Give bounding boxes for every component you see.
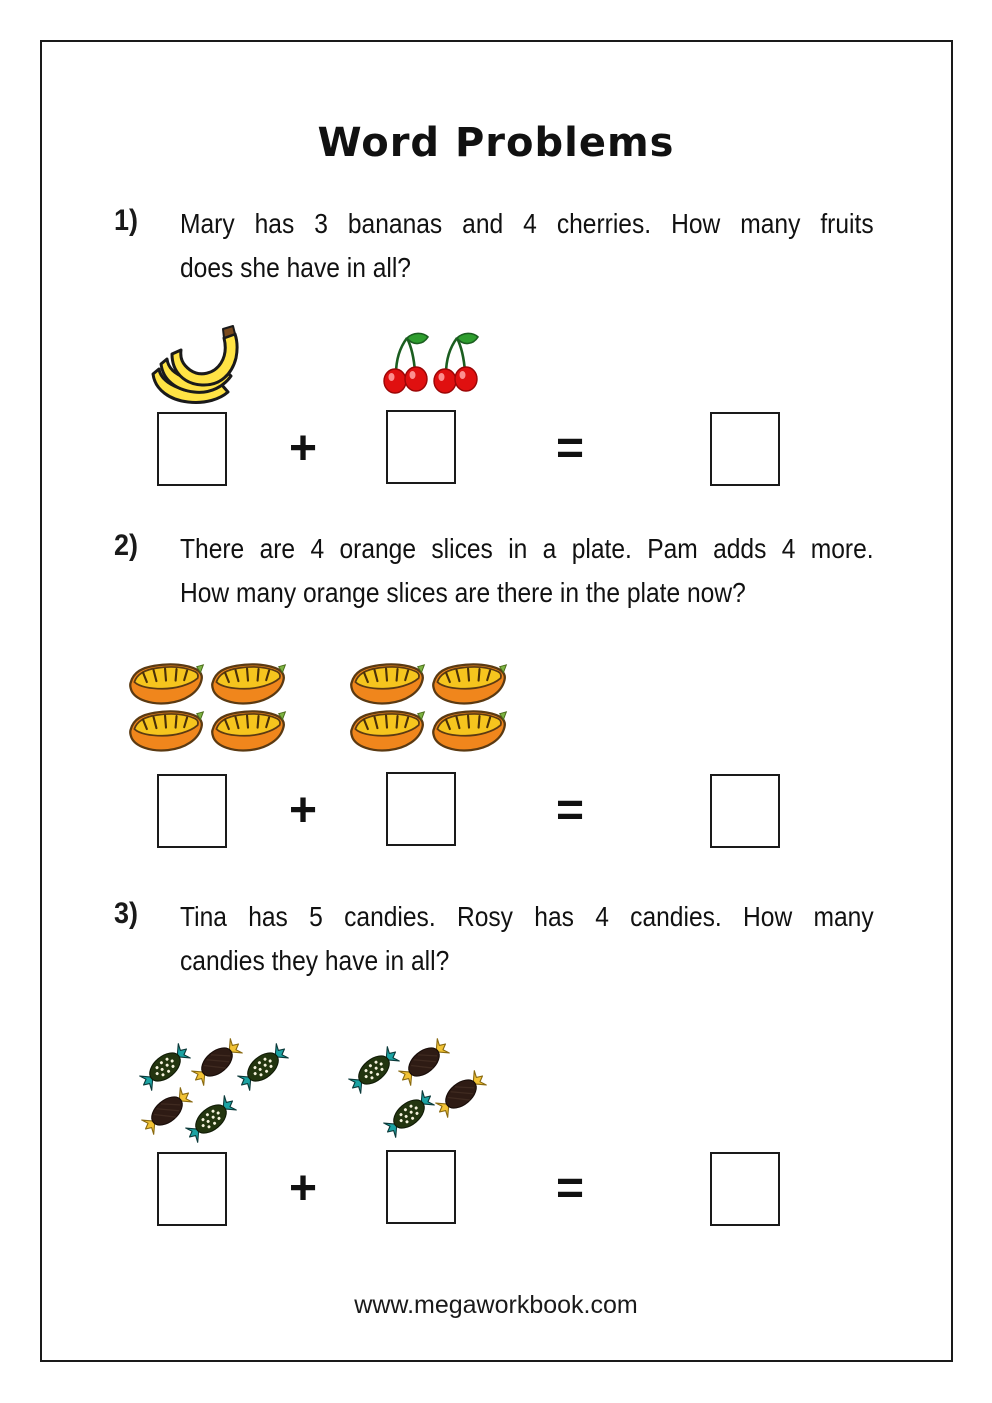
answer-box-3-addend-1[interactable] — [157, 1152, 227, 1226]
equals-sign: = — [555, 422, 585, 475]
cherry-pair-image — [383, 332, 429, 394]
banana-bunch-image — [148, 322, 250, 410]
equals-sign: = — [555, 1162, 585, 1215]
problem-3-number: 3) — [114, 897, 139, 930]
plus-sign: + — [288, 1162, 318, 1215]
problem-3-line-2: candies they have in all? — [180, 945, 450, 976]
answer-box-3-addend-2[interactable] — [386, 1150, 456, 1224]
orange-slice-image — [209, 660, 287, 706]
orange-slice-image — [127, 660, 205, 706]
answer-box-3-sum[interactable] — [710, 1152, 780, 1226]
orange-slice-image — [127, 707, 205, 753]
orange-slice-image — [430, 707, 508, 753]
problem-2-number: 2) — [114, 529, 139, 562]
problem-2-line-1: There are 4 orange slices in a plate. Pam adds 4 more. — [180, 533, 874, 564]
orange-slice-image — [430, 660, 508, 706]
problem-1-number: 1) — [114, 204, 139, 237]
answer-box-1-addend-2[interactable] — [386, 410, 456, 484]
orange-slice-image — [348, 707, 426, 753]
problem-1-text — [180, 202, 874, 290]
orange-slice-image — [209, 707, 287, 753]
answer-box-2-sum[interactable] — [710, 774, 780, 848]
answer-box-2-addend-1[interactable] — [157, 774, 227, 848]
plus-sign: + — [288, 784, 318, 837]
cherry-pair-image — [433, 332, 479, 394]
worksheet-title: Word Problems — [317, 120, 675, 166]
problem-1-line-1: Mary has 3 bananas and 4 cherries. How many fruits — [180, 208, 874, 239]
problem-1-line-2: does she have in all? — [180, 252, 411, 283]
problem-3-line-1: Tina has 5 candies. Rosy has 4 candies. How many — [180, 901, 874, 932]
orange-slice-image — [348, 660, 426, 706]
answer-box-1-addend-1[interactable] — [157, 412, 227, 486]
problem-2-line-2: How many orange slices are there in the plate now? — [180, 577, 746, 608]
answer-box-2-addend-2[interactable] — [386, 772, 456, 846]
problem-3-text — [180, 895, 874, 983]
answer-box-1-sum[interactable] — [710, 412, 780, 486]
equals-sign: = — [555, 784, 585, 837]
footer-url: www.megaworkbook.com — [354, 1291, 638, 1319]
problem-2-text — [180, 527, 874, 615]
plus-sign: + — [288, 422, 318, 475]
